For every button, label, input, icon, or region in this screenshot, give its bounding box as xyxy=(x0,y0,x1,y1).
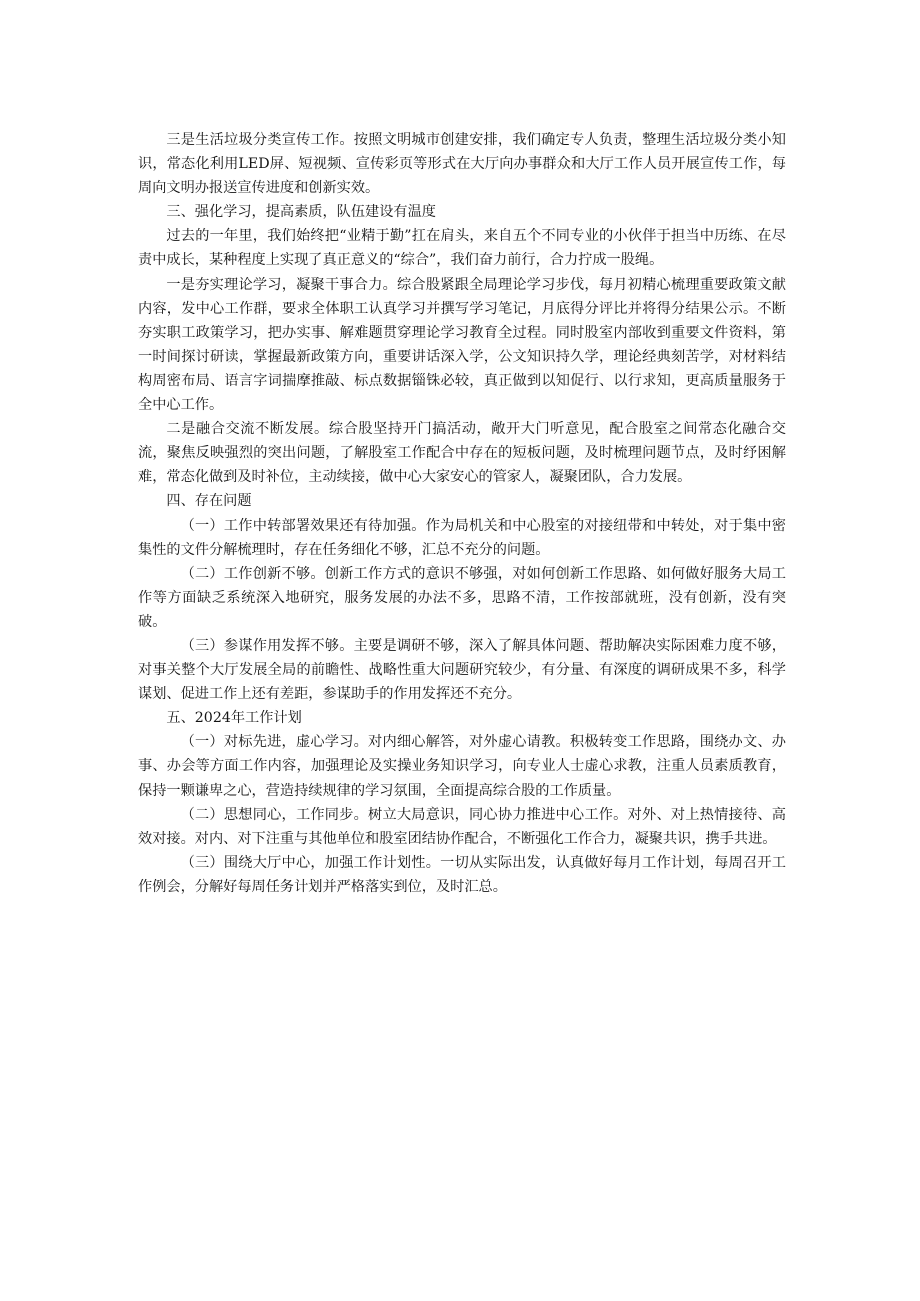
section-heading-plan: 五、2024年工作计划 xyxy=(166,710,302,727)
paragraph-plan-1: （一）对标先进，虚心学习。对内细心解答，对外虚心请教。积极转变工作思路，围绕办文、办事、办会等方面工作内容，加强理论及实操业务知识学习，向专业人士虚心求教，注重人员素质教育，保持一颗谦卑之心，营造持续规律的学习氛围，全面提高综合股的工作质量。 xyxy=(138,734,786,799)
document-body xyxy=(138,128,786,899)
paragraph-problem-3: （三）参谋作用发挥不够。主要是调研不够，深入了解具体问题、帮助解决实际困难力度不够，对事关整个大厅发展全局的前瞻性、战略性重大问题研究较少，有分量、有深度的调研成果不多，科学谋划、促进工作上还有差距，参谋助手的作用发挥还不充分。 xyxy=(138,637,786,703)
paragraph-plan-2: （二）思想同心，工作同步。树立大局意识，同心协力推进中心工作。对外、对上热情接待、高效对接。对内、对下注重与其他单位和股室团结协作配合，不断强化工作合力，凝聚共识，携手共进。 xyxy=(138,806,786,847)
paragraph-plan-3: （三）围绕大厅中心，加强工作计划性。一切从实际出发，认真做好每月工作计划，每周召开工作例会，分解好每周任务计划并严格落实到位，及时汇总。 xyxy=(138,854,786,895)
paragraph-problem-1: （一）工作中转部署效果还有待加强。作为局机关和中心股室的对接纽带和中转处，对于集中密集性的文件分解梳理时，存在任务细化不够，汇总不充分的问题。 xyxy=(138,517,786,558)
section-heading-study: 三、强化学习，提高素质，队伍建设有温度 xyxy=(166,204,436,221)
paragraph-garbage-sorting-publicity: 三是生活垃圾分类宣传工作。按照文明城市创建安排，我们确定专人负责，整理生活垃圾分类小知识，常态化利用LED屏、短视频、宣传彩页等形式在大厅向办事群众和大厅工作人员开展宣传工作，每周向文明办报送宣传进度和创新实效。 xyxy=(138,132,786,197)
paragraph-past-year: 过去的一年里，我们始终把“业精于勤”扛在肩头，来自五个不同专业的小伙伴于担当中历练、在尽责中成长，某种程度上实现了真正意义的“综合”，我们奋力前行，合力拧成一股绳。 xyxy=(138,228,786,269)
paragraph-problem-2: （二）工作创新不够。创新工作方式的意识不够强，对如何创新工作思路、如何做好服务大局工作等方面缺乏系统深入地研究，服务发展的办法不多，思路不清，工作按部就班，没有创新，没有突破。 xyxy=(138,565,786,630)
paragraph-integration-exchange: 二是融合交流不断发展。综合股坚持开门搞活动，敞开大门听意见，配合股室之间常态化融合交流，聚焦反映强烈的突出问题，了解股室工作配合中存在的短板问题，及时梳理问题节点，及时纾困解难，常态化做到及时补位，主动续接，做中心大家安心的管家人，凝聚团队，合力发展。 xyxy=(138,421,786,486)
paragraph-theory-study: 一是夯实理论学习，凝聚干事合力。综合股紧跟全局理论学习步伐，每月初精心梳理重要政策文献内容，发中心工作群，要求全体职工认真学习并撰写学习笔记，月底得分评比并将得分结果公示。不断夯实职工政策学习，把办实事、解难题贯穿理论学习教育全过程。同时股室内部收到重要文件资料，第一时间探讨研读，掌握最新政策方向，重要讲话深入学，公文知识持久学，理论经典刻苦学，对材料结构周密布局、语言字词揣摩推敲、标点数据锱铢必较，真正做到以知促行、以行求知，更高质量服务于全中心工作。 xyxy=(138,276,786,414)
section-heading-problems: 四、存在问题 xyxy=(166,493,252,510)
